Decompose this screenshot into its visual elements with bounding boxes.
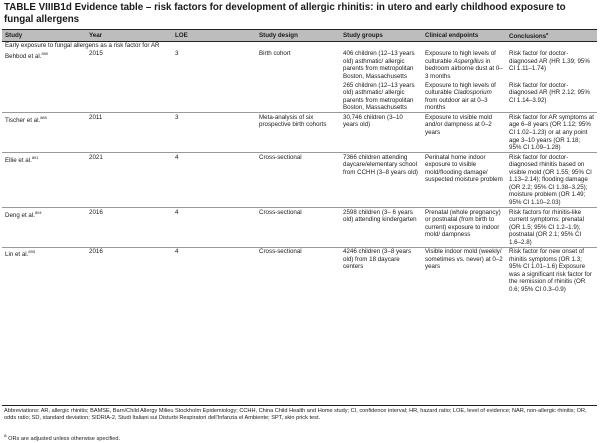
endpoints-text: Exposure to visible mold and/or dampness at 0–2 years [425,113,493,137]
cell-study [2,153,86,208]
endpoints-text: Exposure to high levels of culturable [425,50,496,65]
endpoints-text: Perinatal home indoor exposure to visible mold/flooding damage/ suspected moisture problem [425,153,503,184]
cell-design: Cross-sectional [256,247,340,294]
cell-endpoints [422,50,506,81]
study-name: Deng et al. [5,211,35,219]
cell-year: 2015 [89,50,103,58]
cell-conclusions: Risk factor for new onset of rhinitis symptoms (OR 1.3; 95% CI 1.01–1.6) Exposure was a significant risk factor for the remission of rhinitis (OR 0.6; 95% CI 0.3–0.9) [506,247,597,294]
endpoints-text-cont: from outdoor air at 0–3 months [425,96,488,112]
cell-groups: 7366 children attending daycare/elementary school from CCHH (3–8 years old) [340,153,422,208]
cell-conclusions: Risk factors for rhinitis-like current symptoms: prenatal (OR 1.5; 95% CI 1.2–1.9); postnatal (OR 2.1; 95% CI 1.6–2.8) [506,208,597,248]
evidence-table [2,29,597,294]
study-reference: 889 [40,114,47,120]
cell-endpoints [422,153,506,208]
footnote [4,432,594,443]
cell-loe: 3 [172,113,256,153]
cell-loe [172,81,256,113]
study-reference: 890 [41,51,49,57]
study-name: Behbod et al. [5,53,42,61]
cell-year [86,81,172,113]
header-groups: Study groups [340,30,422,42]
study-reference: 894 [34,209,42,215]
study-name: Tischer et al. [5,117,41,124]
cell-loe: 4 [172,247,256,294]
study-reference: 895 [28,249,36,255]
header-conclusions-footnote-mark: a [546,31,549,36]
header-study: Study [2,30,86,42]
cell-groups: 406 children (12–13 years old) asthmatic/ allergic parents from metropolitan Boston, Massachusetts [343,50,415,80]
study-reference: 891 [31,154,39,160]
cell-study [2,81,86,113]
endpoints-text: Prenatal (whole pregnancy) or postnatal (from birth to current) exposure to indoor mold/ dampness [425,208,501,239]
cell-loe: 4 [172,153,256,208]
study-name: Ellie et al. [5,156,32,164]
cell-endpoints [422,81,506,113]
cell-study [2,208,86,248]
cell-design: Cross-sectional [256,153,340,208]
cell-study [2,113,86,153]
endpoints-text: Exposure to high levels of culturable [425,81,496,97]
table-body [2,42,597,294]
table-row [2,153,597,208]
header-design: Study design [256,30,340,42]
study-name: Lin et al. [5,251,29,259]
header-endpoints: Clinical endpoints [422,30,506,42]
cell-design: Meta-analysis of six prospective birth cohorts [256,113,340,153]
cell-loe: 4 [172,208,256,248]
cell-year: 2011 [86,113,172,153]
cell-loe: 3 [175,50,179,58]
header-loe: LOE [172,30,256,42]
cell-conclusions: Risk factor for AR symptoms at age 6–8 years (OR 1.12; 95% CI 1.02–1.23) or at any point age 3–10 years (OR 1.18; 95% CI 1.09–1.28) [506,113,597,153]
table-row [2,81,597,113]
header-conclusions-label: Conclusions [509,33,547,41]
cell-groups: 265 children (12–13 years old) asthmatic/ allergic parents from metropolitan Boston, Massachusetts [343,81,415,112]
cell-study [2,50,86,81]
endpoints-text-cont: in bedroom airborne dust at 0–3 months [425,57,503,80]
section-row [2,42,597,50]
cell-groups: 30,746 children (3–10 years old) [340,113,422,153]
table-row [2,50,597,81]
endpoints-text: Visible indoor mold (weekly/ sometimes vs. never) at 0–2 years [425,248,503,271]
cell-design [256,81,340,113]
cell-endpoints [422,208,506,248]
footnote-mark: a [4,433,7,438]
abbreviations: Abbreviations: AR, allergic rhinitis; BAMSE, Barn/Child Allergy Milieu Stockholm Epidemiology; CCHH, China Child Health and Home study; CI, confidence interval; HR, hazard ratio; LOE, level of evidence; NAR, non-allergic rhinitis; OR, odds ratio; SD, standard deviation; SIDRIA-2, Studi Italiani sui Disturbi Respiratori dell'Infanzia el Ambiente; SPT, skin prick test. [4,408,587,422]
cell-conclusions: Risk factor for doctor-diagnosed AR (HR 1.39; 95% CI 1.11–1.74) [509,50,590,73]
cell-endpoints [422,247,506,294]
cell-groups: 2598 children (3– 6 years old) attending kindergarten [340,208,422,248]
table-row [2,247,597,294]
footnote-text: ORs are adjusted unless otherwise specified. [6,435,121,442]
cell-design: Birth cohort [259,50,291,58]
header-year: Year [86,30,172,42]
cell-year: 2021 [86,153,172,208]
table-row [2,208,597,248]
table-row [2,113,597,153]
cell-year: 2016 [86,208,172,248]
table-header-row [2,30,597,42]
endpoints-organism: Cladosporium [453,89,492,97]
section-label: Early exposure to fungal allergens as a risk factor for AR [5,42,160,50]
cell-groups: 4246 children (3–8 years old) from 18 daycare centers [340,247,422,294]
cell-year: 2016 [86,247,172,294]
footer-rule [2,405,597,406]
cell-study [2,247,86,294]
cell-endpoints [422,113,506,153]
endpoints-organism: Aspergillus [453,57,484,65]
cell-conclusions: Risk factor for doctor-diagnosed AR (HR 2.12; 95% CI 1.14–3.92) [509,81,590,104]
cell-conclusions: Risk factor for doctor-diagnosed rhinitis based on visible mold (OR 1.55; 95% CI 1.13–2.14); flooding damage (OR 2.2; 95% CI 1.38–3.25); moisture problem (OR 1.49; 95% CI 1.10–2.03) [506,153,597,208]
table-title: TABLE VIIIB1d Evidence table – risk factors for development of allergic rhinitis: in utero and early childhood exposure to fungal allergens [4,2,566,25]
header-conclusions [506,30,597,42]
cell-design: Cross-sectional [256,208,340,248]
